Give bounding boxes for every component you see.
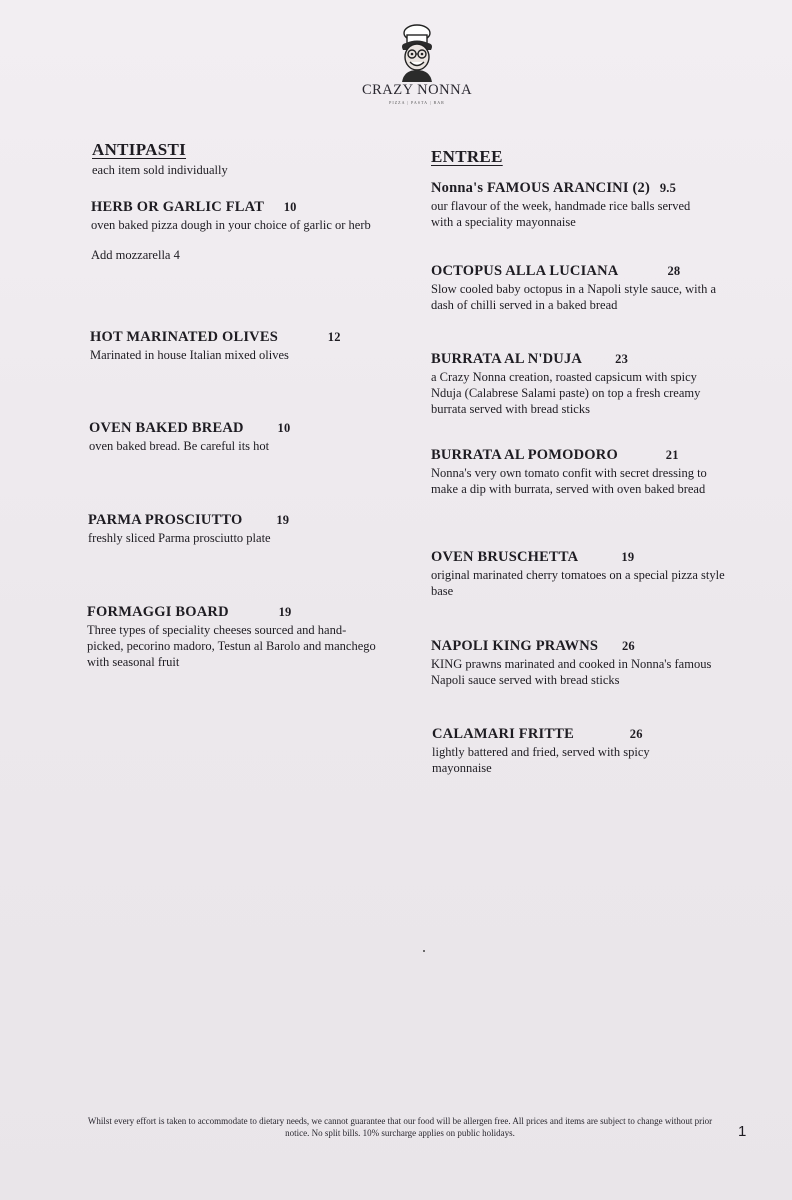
- menu-item-price: 19: [278, 605, 292, 619]
- page-number: 1: [738, 1123, 747, 1140]
- paper-speck: [423, 950, 425, 952]
- menu-item-description: oven baked bread. Be careful its hot: [89, 439, 270, 453]
- menu-item: [432, 726, 742, 776]
- menu-item-name: OCTOPUS ALLA LUCIANA: [431, 263, 618, 279]
- menu-item-name: BURRATA AL N'DUJA: [431, 351, 582, 367]
- menu-item: [431, 447, 741, 497]
- menu-item-name: HOT MARINATED OLIVES: [90, 329, 278, 345]
- menu-item-description: Nonna's very own tomato confit with secret dressing to make a dip with burrata, served with oven baked bread: [431, 466, 707, 496]
- menu-item-description: KING prawns marinated and cooked in Nonna's famous Napoli sauce served with bread sticks: [431, 657, 712, 687]
- menu-item-description: Three types of speciality cheeses sourced and hand-picked, pecorino madoro, Testun al Barolo and manchego with seasonal fruit: [87, 623, 376, 669]
- menu-item-price: 26: [621, 639, 635, 653]
- entree-heading: ENTREE: [431, 147, 503, 166]
- menu-item: [431, 351, 741, 417]
- menu-item-description: original marinated cherry tomatoes on a special pizza style base: [431, 568, 725, 598]
- menu-item-description: Marinated in house Italian mixed olives: [90, 348, 289, 362]
- menu-item-price: 23: [615, 352, 629, 366]
- menu-item-description: a Crazy Nonna creation, roasted capsicum with spicy Nduja (Calabrese Salami paste) on top a fresh creamy burrata served with bread sticks: [431, 370, 701, 416]
- menu-item: [90, 329, 400, 363]
- menu-item-price: 26: [629, 727, 643, 741]
- menu-item-price: 12: [327, 330, 341, 344]
- menu-item: [87, 604, 397, 670]
- menu-item: [431, 263, 741, 313]
- menu-item: [431, 549, 741, 599]
- menu-item-price: 28: [667, 264, 681, 278]
- menu-item: [89, 420, 399, 454]
- menu-item: [88, 512, 398, 546]
- menu-item-description: our flavour of the week, handmade rice balls served with a speciality mayonnaise: [431, 199, 691, 229]
- antipasti-heading: ANTIPASTI: [92, 140, 187, 159]
- menu-item-name: OVEN BAKED BREAD: [89, 420, 244, 436]
- menu-item-price: 21: [665, 448, 679, 462]
- logo-tagline: PIZZA | PASTA | BAR: [389, 100, 445, 105]
- menu-item-name: HERB OR GARLIC FLAT: [91, 199, 264, 215]
- menu-item-description: Slow cooled baby octopus in a Napoli style sauce, with a dash of chilli served in a baked bread: [431, 282, 717, 312]
- menu-item: [431, 638, 741, 688]
- menu-item-name: NAPOLI KING PRAWNS: [431, 638, 599, 654]
- menu-item: [91, 199, 401, 263]
- menu-item-price: 9.5: [659, 181, 677, 195]
- menu-item-name: OVEN BRUSCHETTA: [431, 549, 578, 565]
- menu-item-price: 19: [276, 513, 290, 527]
- menu-item-name: Nonna's FAMOUS ARANCINI (2): [431, 180, 651, 196]
- footer-disclaimer: Whilst every effort is taken to accommodate to dietary needs, we cannot guarantee that our food will be allergen free. All prices and items are subject to change without prior notice. No split bills. 10% surcharge applies on public holidays.: [87, 1116, 713, 1138]
- logo-wordmark: CRAZY NONNA: [361, 82, 473, 98]
- menu-item-price: 19: [621, 550, 635, 564]
- restaurant-logo: [352, 24, 482, 105]
- nonna-chef-icon: [394, 24, 440, 84]
- menu-item-addon: Add mozzarella 4: [91, 248, 180, 262]
- menu-item-description: freshly sliced Parma prosciutto plate: [88, 531, 271, 545]
- menu-item: [431, 180, 741, 230]
- menu-item-description: lightly battered and fried, served with spicy mayonnaise: [432, 745, 650, 775]
- menu-item-name: BURRATA AL POMODORO: [431, 447, 618, 463]
- menu-item-name: PARMA PROSCIUTTO: [88, 512, 243, 528]
- menu-item-description: oven baked pizza dough in your choice of garlic or herb: [91, 218, 371, 232]
- menu-item-name: CALAMARI FRITTE: [432, 726, 574, 742]
- menu-item-name: FORMAGGI BOARD: [87, 604, 229, 620]
- antipasti-subtitle: each item sold individually: [92, 163, 228, 177]
- menu-item-price: 10: [283, 200, 297, 214]
- menu-item-price: 10: [277, 421, 291, 435]
